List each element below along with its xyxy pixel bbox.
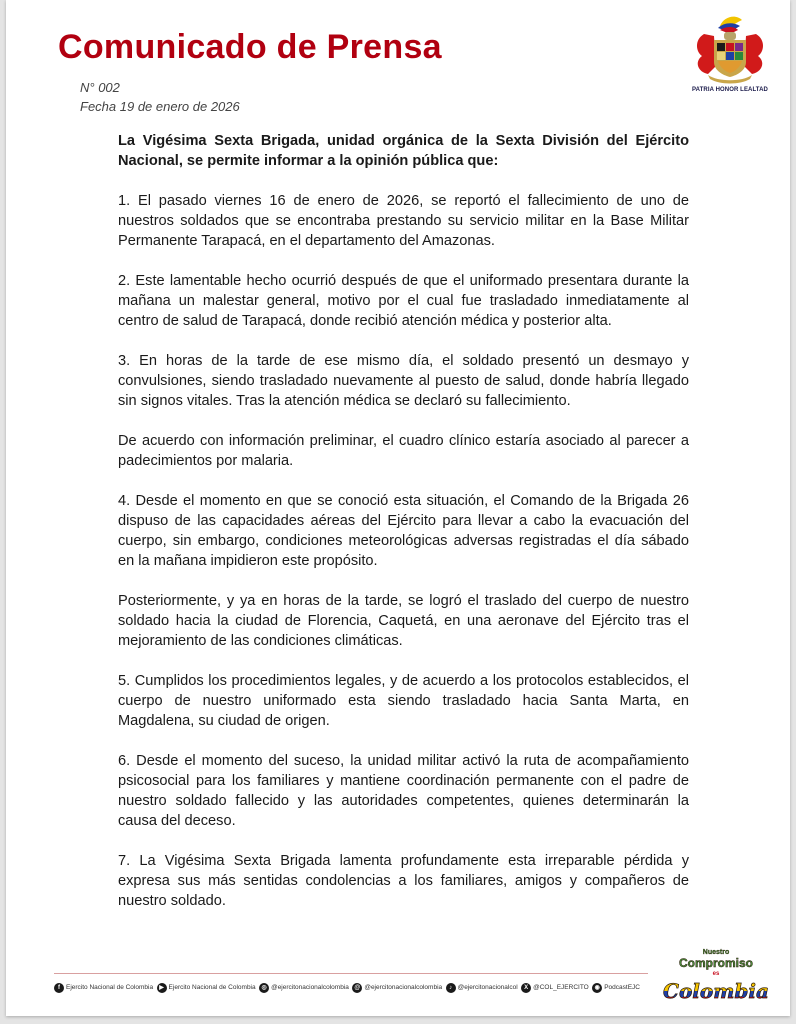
social-facebook[interactable] [54,983,153,993]
paragraph-preliminary-info: De acuerdo con información preliminar, el cuadro clínico estaría asociado al parecer a padecimientos por malaria. [118,433,689,469]
document-number: N° 002 [80,80,120,95]
intro-paragraph: La Vigésima Sexta Brigada, unidad orgánica de la Sexta División del Ejército Nacional, se permite informar a la opinión pública que: [118,133,689,169]
slogan-line1: Nuestro [702,949,730,956]
social-label: @ejercitonacionalcol [457,984,518,991]
document-meta [80,78,240,116]
facebook-icon: f [54,983,64,993]
tiktok-icon: ♪ [446,983,456,993]
slogan-line4: Colombia [663,979,769,1003]
social-label: PodcastEJC [604,984,640,991]
threads-icon: @ [352,983,362,993]
document-page [6,0,790,1016]
crest-motto: PATRIA HONOR LEALTAD [692,87,768,93]
instagram-icon: ◎ [259,983,269,993]
paragraph-7: 7. La Vigésima Sexta Brigada lamenta profundamente esta irreparable pérdida y expresa sus más sentidas condolencias a los familiares, amigos y compañeros de nuestro soldado. [118,853,689,909]
social-label: Ejercito Nacional de Colombia [168,984,256,991]
paragraph-3: 3. En horas de la tarde de ese mismo día, el soldado presentó un desmayo y convulsiones, siendo trasladado nuevamente al puesto de salud, donde habría llegado sin signos vitales. Tras la atención médica se declaró su fallecimiento. [118,353,689,409]
press-release-body [118,131,689,931]
social-x[interactable] [521,983,589,993]
podcast-icon: ◉ [592,983,602,993]
social-tiktok[interactable] [446,983,518,993]
social-label: @ejercitonacionalcolombia [364,984,443,991]
social-youtube[interactable] [157,983,256,993]
social-podcast[interactable] [592,983,640,993]
brigade-crest-logo [690,12,770,84]
paragraph-2: 2. Este lamentable hecho ocurrió después de que el uniformado presentara durante la mañana un malestar general, motivo por el cual fue trasladado inmediatamente al centro de salud de Tarapacá, donde recibió atención médica y posterior alta. [118,273,689,329]
slogan-line3: es [712,971,720,977]
paragraph-4: 4. Desde el momento en que se conoció esta situación, el Comando de la Brigada 26 dispuso de las capacidades aéreas del Ejército para llevar a cabo la evacuación del cuerpo, sin embargo, condiciones meteorológicas adversas registradas el día sábado en la mañana impidieron este propósito. [118,493,689,569]
youtube-icon: ▶ [157,983,167,993]
paragraph-6: 6. Desde el momento del suceso, la unidad militar activó la ruta de acompañamiento psicosocial para los familiares y mantiene coordinación permanente con el padre de nuestro soldado fallecido y las autoridades competentes, quienes determinarán la causa del deceso. [118,753,689,829]
social-threads[interactable] [352,983,442,993]
social-label: @COL_EJERCITO [533,984,589,991]
x-icon: X [521,983,531,993]
document-date: Fecha 19 de enero de 2026 [80,99,240,114]
paragraph-1: 1. El pasado viernes 16 de enero de 2026, se reportó el fallecimiento de uno de nuestros soldados que se encontraba prestando su servicio militar en la Base Militar Permanente Tarapacá, en el departamento del Amazonas. [118,193,689,249]
crest-mantling-right [744,34,763,74]
page-title: Comunicado de Prensa [58,28,442,66]
nuestro-compromiso-colombia-logo [656,946,776,1010]
crest-mantling-left [697,34,716,74]
paragraph-transfer: Posteriormente, y ya en horas de la tarde, se logró el traslado del cuerpo de nuestro soldado hacia la ciudad de Florencia, Caquetá, en una aeronave del Ejército tras el mejoramiento de las condiciones climáticas. [118,593,689,649]
social-instagram[interactable] [259,983,349,993]
footer-divider [54,973,648,974]
social-links [54,983,640,993]
social-label: Ejercito Nacional de Colombia [66,984,154,991]
crest-helmet [724,32,736,40]
paragraph-5: 5. Cumplidos los procedimientos legales, y de acuerdo a los protocolos establecidos, el cuerpo de nuestro uniformado esta siendo trasladado hacia Santa Marta, en Magdalena, su ciudad de origen. [118,673,689,729]
social-label: @ejercitonacionalcolombia [271,984,349,991]
slogan-line2: Compromiso [678,956,754,970]
